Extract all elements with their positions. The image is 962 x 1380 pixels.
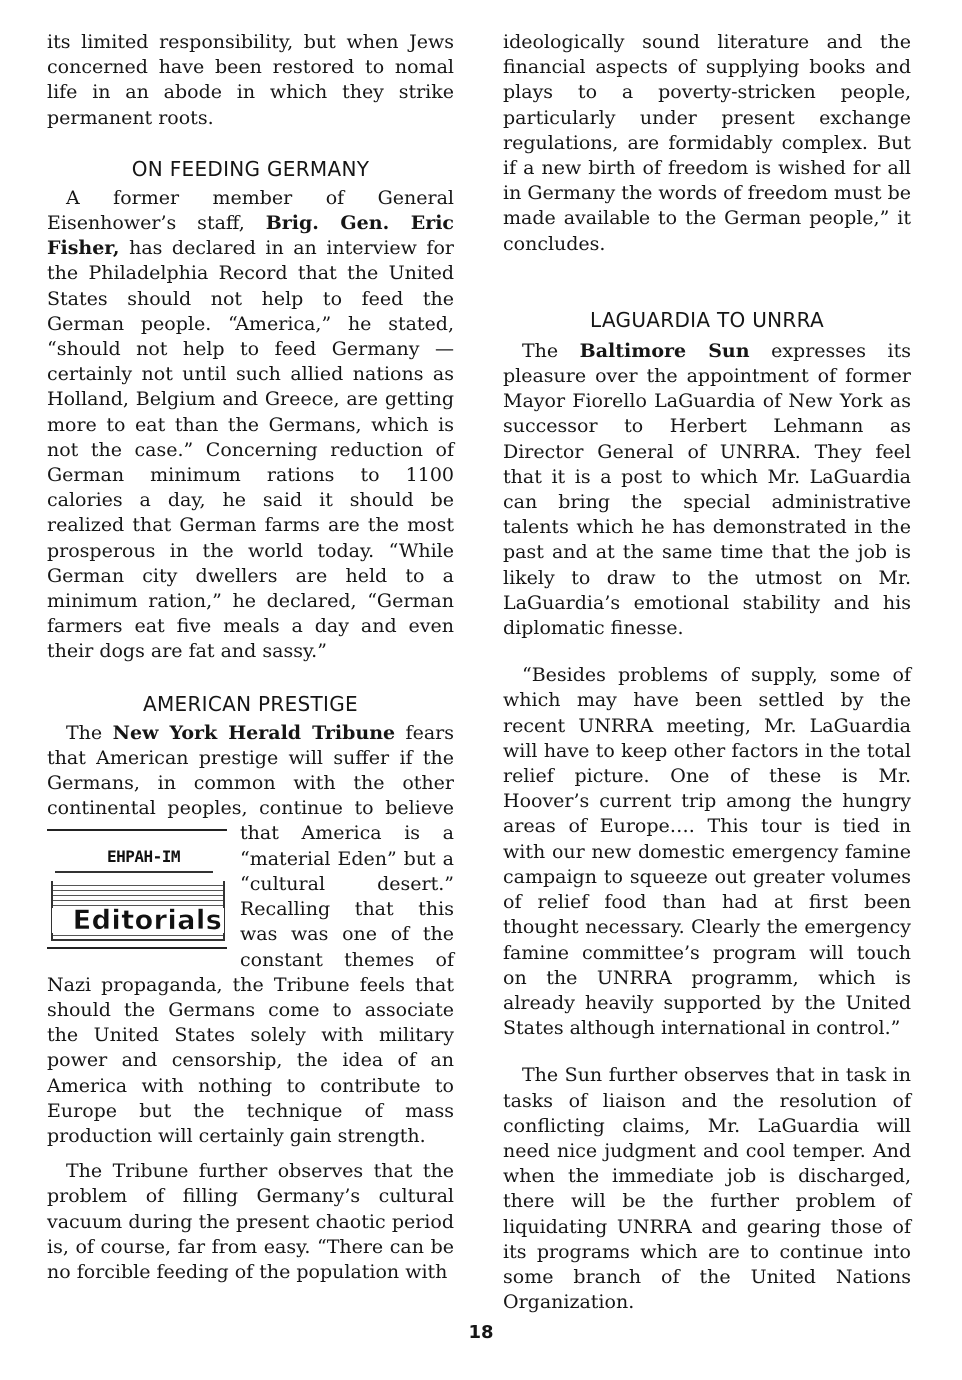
feeding-germany-paragraph (47, 186, 454, 665)
right-column (503, 30, 911, 1315)
prestige-text-rest: fears that American prestige will suffer if the Germans, in common with the other continental peoples, continue to believe that EHPAH-IM Editorials America is a “material Eden” but a “cultural desert.” Recalling that this was was one of the constant themes of Nazi propaganda, the Tribune feels that should the Germans come to associate the United States solely with military power and censorship, the idea of an America with nothing to contribute to Europe but the technique of mass production will certainly gain strength. (47, 721, 454, 1147)
prestige-paragraph-1 (47, 721, 454, 1149)
laguardia-paragraph-2: “Besides problems of supply, some of which may have been settled by the recent UNRRA meeting, Mr. LaGuardia will have to keep other factors in the total relief picture. One of these is Mr. Hoover’s current trip among the hungry areas of Europe…. This tour is tied in with our new domestic emergency famine campaign to squeeze out greater volumes of relief food than had at first been thought necessary. Clearly the emergency famine committee’s program will touch on the UNRRA programm, which is already heavily supported by the United States although international in control.” (503, 664, 911, 1040)
intro-paragraph: its limited responsibility, but when Jews concerned have been restored to nomal life in an abode in which they strike permanent roots. (47, 31, 454, 129)
logo-editorials-text: Editorials (52, 908, 225, 933)
baltimore-sun-name: Baltimore Sun (579, 339, 750, 362)
laguardia-paragraph-1 (503, 339, 911, 641)
laguardia-heading: LAGUARDIA TO UNRRA (590, 307, 824, 332)
herald-tribune-name: New York Herald Tribune (112, 721, 396, 744)
laguardia-text-rest: expresses its pleasure over the appointment of former Mayor Fiorello LaGuardia of New York as successor to Herbert Lehmann as Director General of UNRRA. They feel that it is a post to which Mr. LaGuardia can bring the special administrative talents which he has demonstrated in the past and at the same time that the job is likely to draw to the utmost on Mr. LaGuardia’s emotional stability and his diplomatic finesse. (503, 339, 911, 640)
left-column (47, 30, 454, 1285)
feeding-text-start: A former member of General Eisenhower’s staff, (47, 186, 454, 235)
feeding-germany-heading: ON FEEDING GERMANY (131, 156, 370, 181)
laguardia-text-start: The (522, 339, 580, 362)
page-number: 18 (468, 1322, 494, 1343)
continuation-paragraph: ideologically sound literature and the financial aspects of supplying books and plays to a poverty-stricken people, particularly under present exchange regulations, are formidably complex. But if a new birth of freedom is wished for all in Germany the words of freedom must be made available to the German people,” it concludes. (503, 31, 911, 255)
feeding-text-rest: has declared in an interview for the Philadelphia Record that the United States should not help to feed the German people. “America,” he stated, “should not help to feed Germany — certainly not until such allied nations as Holland, Belgium and Greece, are getting more to eat than the Germans, which is not the case.” Concerning reduction of German minimum rations to 1100 calories a day, he said it should be realized that German farms are the most prosperous in the world today. “While German city dwellers are held to a minimum ration,” he declared, “German farmers eat five meals a day and even their dogs are fat and sassy.” (47, 237, 454, 663)
prestige-text-start: The (66, 721, 113, 744)
general-name: Brig. Gen. Eric Fisher, (47, 212, 454, 260)
laguardia-paragraph-3: The Sun further observes that in task in tasks of liaison and the resolution of conflicting claims, Mr. LaGuardia will need nice judgment and cool temper. And when the immediate job is discharged, there will be the further problem of liquidating UNRRA and gearing those of its programs which are to continue into some branch of the United Nations Organization. (503, 1064, 911, 1314)
logo-header-text: EHPAH-IM (55, 843, 213, 873)
prestige-paragraph-2: The Tribune further observes that the problem of filling Germany’s cultural vacuum during the present chaotic period is, of course, far from easy. “There can be no forcible feeding of the population with (47, 1160, 454, 1283)
editorials-logo (47, 829, 227, 949)
american-prestige-heading: AMERICAN PRESTIGE (143, 691, 358, 716)
logo-lined-box (51, 881, 225, 941)
